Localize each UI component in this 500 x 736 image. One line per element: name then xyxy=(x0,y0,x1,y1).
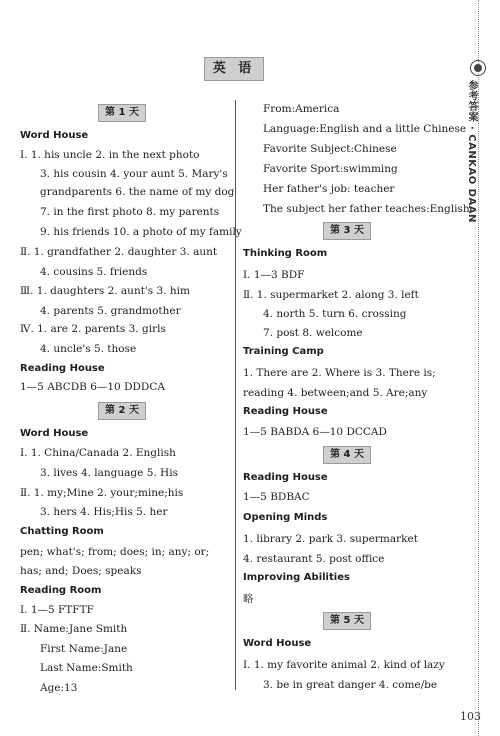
heading-reading-room: Reading Room xyxy=(20,585,102,596)
answer-line: Age:13 xyxy=(40,682,78,694)
answer-line: 3. his cousin 4. your aunt 5. Mary's xyxy=(40,168,228,180)
answer-line: 9. his friends 10. a photo of my family xyxy=(40,226,242,238)
answer-line: 1—5 BDBAC xyxy=(243,491,310,503)
heading-thinking-room: Thinking Room xyxy=(243,248,328,259)
side-panel xyxy=(462,60,494,260)
answer-line: 3. be in great danger 4. come/be xyxy=(263,679,438,691)
heading-reading-house: Reading House xyxy=(243,406,328,417)
answer-line: 1. library 2. park 3. supermarket xyxy=(243,533,418,545)
answer-line: First Name:Jane xyxy=(40,643,128,655)
heading-reading-house: Reading House xyxy=(243,472,328,483)
answer-line: Ⅰ. 1. his uncle 2. in the next photo xyxy=(20,149,200,161)
answer-line: Ⅱ. 1. grandfather 2. daughter 3. aunt xyxy=(20,246,218,258)
heading-improving-abilities: Improving Abilities xyxy=(243,572,350,583)
answer-line: Ⅰ. 1—5 FTFTF xyxy=(20,604,94,616)
answer-line: 4. parents 5. grandmother xyxy=(40,305,181,317)
answer-line: pen; what's; from; does; in; any; or; xyxy=(20,546,210,558)
answer-line: Ⅰ. 1. China/Canada 2. English xyxy=(20,447,176,459)
answer-line: Last Name:Smith xyxy=(40,662,133,674)
answer-line: 3. lives 4. language 5. His xyxy=(40,467,178,479)
answer-line: reading 4. between;and 5. Are;any xyxy=(243,387,428,399)
answer-line: 4. restaurant 5. post office xyxy=(243,553,385,565)
heading-word-house: Word House xyxy=(243,638,312,649)
answer-line: Ⅰ. 1. my favorite animal 2. kind of lazy xyxy=(243,659,445,671)
answer-line: 3. hers 4. His;His 5. her xyxy=(40,506,168,518)
answer-line: Language:English and a little Chinese xyxy=(263,123,467,135)
answer-line: Ⅱ. Name:Jane Smith xyxy=(20,623,128,635)
answer-line: grandparents 6. the name of my dog xyxy=(40,186,235,198)
answer-line: 1. There are 2. Where is 3. There is; xyxy=(243,367,436,379)
subject-title: 英 语 xyxy=(204,57,264,81)
answer-line: Ⅰ. 1—3 BDF xyxy=(243,269,305,281)
column-divider xyxy=(235,100,236,690)
day-5-label: 第 5 天 xyxy=(323,612,371,630)
heading-chatting-room: Chatting Room xyxy=(20,526,104,537)
answer-line: 4. cousins 5. friends xyxy=(40,266,148,278)
answer-line: 4. uncle's 5. those xyxy=(40,343,137,355)
day-3-label: 第 3 天 xyxy=(323,222,371,240)
heading-training-camp: Training Camp xyxy=(243,346,324,357)
answer-line: Ⅱ. 1. supermarket 2. along 3. left xyxy=(243,289,419,301)
answer-line: The subject her father teaches:English xyxy=(263,203,470,215)
answer-line: Ⅱ. 1. my;Mine 2. your;mine;his xyxy=(20,487,184,499)
answer-line: has; and; Does; speaks xyxy=(20,565,142,577)
day-4-label: 第 4 天 xyxy=(323,446,371,464)
answer-line: 1—5 BABDA 6—10 DCCAD xyxy=(243,426,387,438)
answer-line: From:America xyxy=(263,103,340,115)
side-label: 参考答案 · CANKAO DAAN xyxy=(466,80,477,223)
heading-word-house: Word House xyxy=(20,130,89,141)
answer-line: 7. post 8. welcome xyxy=(263,327,363,339)
heading-word-house: Word House xyxy=(20,428,89,439)
answer-line: Favorite Subject:Chinese xyxy=(263,143,397,155)
answer-line: 略 xyxy=(243,593,254,605)
answer-line: Ⅳ. 1. are 2. parents 3. girls xyxy=(20,323,166,335)
day-2-label: 第 2 天 xyxy=(98,402,146,420)
heading-reading-house: Reading House xyxy=(20,363,105,374)
answer-line: Ⅲ. 1. daughters 2. aunt's 3. him xyxy=(20,285,190,297)
heading-opening-minds: Opening Minds xyxy=(243,512,328,523)
answer-line: 7. in the first photo 8. my parents xyxy=(40,206,220,218)
answer-line: 1—5 ABCDB 6—10 DDDCA xyxy=(20,381,165,393)
answer-line: Her father's job: teacher xyxy=(263,183,395,195)
book-emblem-icon xyxy=(470,60,486,76)
answer-line: 4. north 5. turn 6. crossing xyxy=(263,308,407,320)
page-number: 103 xyxy=(460,710,481,723)
answer-line: Favorite Sport:swimming xyxy=(263,163,398,175)
day-1-label: 第 1 天 xyxy=(98,104,146,122)
